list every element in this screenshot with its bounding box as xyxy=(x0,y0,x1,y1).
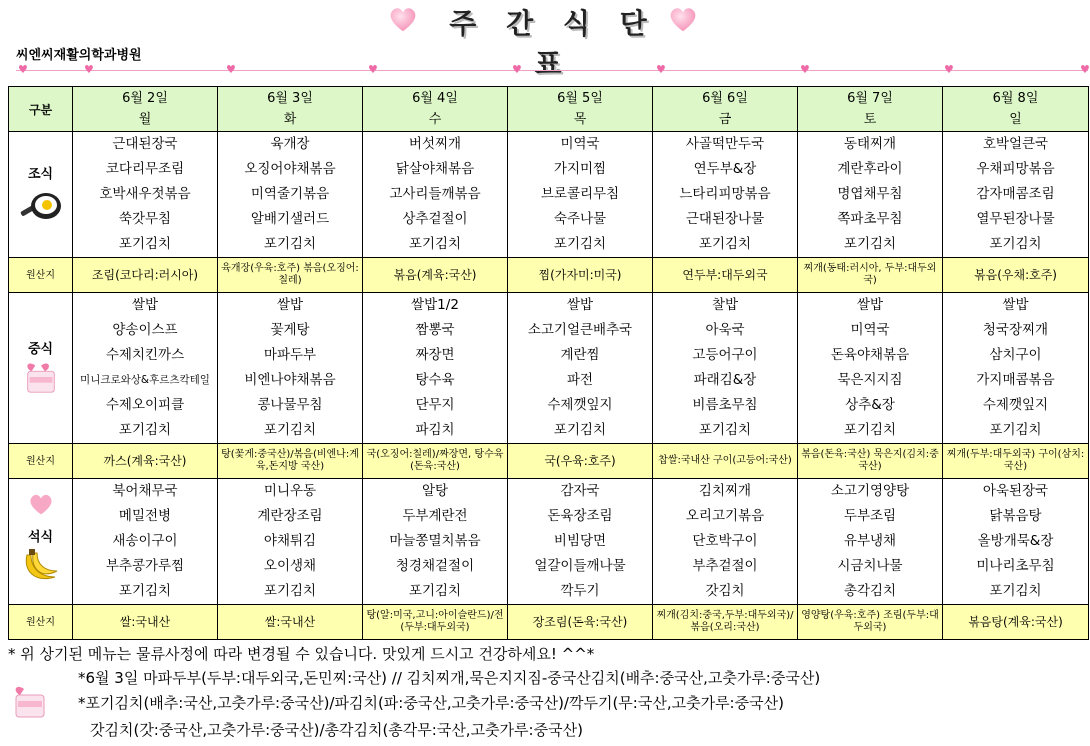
menu-item: 오리고기볶음 xyxy=(685,508,765,524)
day-header: 6월 2일 월 xyxy=(73,87,218,132)
menu-item: 닭볶음탕 xyxy=(989,508,1042,524)
origin-row xyxy=(9,605,1089,640)
menu-item: 계란후라이 xyxy=(837,161,903,177)
origin-label: 원산지 xyxy=(9,605,73,640)
day-header: 6월 8일 일 xyxy=(943,87,1089,132)
menu-item: 호박얼큰국 xyxy=(982,136,1049,152)
origin-cell: 탕(알:미국,고니:아이슬란드)/전(두부:대두외국) xyxy=(363,605,508,640)
menu-item: 단무지 xyxy=(415,397,455,413)
origin-cell: 볶음(돈육:국산) 묵은지(김치:중국산) xyxy=(798,444,943,479)
origin-cell: 까스(계육:국산) xyxy=(73,444,218,479)
menu-item: 콩나물무침 xyxy=(257,397,323,413)
origin-cell: 찜(가자미:미국) xyxy=(508,258,653,293)
gift-bag-icon xyxy=(10,683,50,719)
menu-item: 비름초무침 xyxy=(692,397,758,413)
origin-cell: 찹쌀:국내산 구이(고등어:국산) xyxy=(653,444,798,479)
meal-cell xyxy=(218,479,363,605)
meal-cell xyxy=(73,293,218,444)
meal-cell xyxy=(653,293,798,444)
menu-item: 파래김&장 xyxy=(693,372,757,388)
meal-cell xyxy=(508,293,653,444)
menu-item: 상추&장 xyxy=(845,397,895,413)
meal-cell xyxy=(798,293,943,444)
menu-item: 브로콜리무침 xyxy=(540,186,620,202)
menu-item: 미역줄기볶음 xyxy=(250,186,330,202)
menu-item: 동태찌개 xyxy=(843,136,897,152)
fried-egg-pan-icon xyxy=(9,184,72,226)
origin-cell: 영양탕(우육:호주) 조림(두부:대두외국) xyxy=(798,605,943,640)
meal-label-cell xyxy=(9,293,73,444)
menu-item: 고등어구이 xyxy=(692,347,758,363)
menu-item: 육개장 xyxy=(270,136,310,152)
menu-item: 총각김치 xyxy=(843,583,897,599)
meal-cell xyxy=(798,479,943,605)
meal-cell xyxy=(73,132,218,258)
menu-item: 명엽채무침 xyxy=(837,186,903,202)
menu-item: 꽃게탕 xyxy=(270,322,310,338)
day-header: 6월 5일 목 xyxy=(508,87,653,132)
menu-item: 단호박구이 xyxy=(692,533,758,549)
origin-cell: 조림(코다리:러시아) xyxy=(73,258,218,293)
menu-item: 쌀밥 xyxy=(1002,297,1029,313)
hospital-name: 씨엔씨재활의학과병원 xyxy=(16,48,142,63)
origin-cell: 연두부:대두외국 xyxy=(653,258,798,293)
menu-item: 야채튀김 xyxy=(263,533,317,549)
header-row xyxy=(9,87,1089,132)
menu-item: 수제깻잎지 xyxy=(982,397,1049,413)
origin-row xyxy=(9,444,1089,479)
day-header: 6월 6일 금 xyxy=(653,87,798,132)
menu-item: 두부계란전 xyxy=(402,508,468,524)
menu-item: 올방개묵&장 xyxy=(977,533,1054,549)
menu-item: 우채피망볶음 xyxy=(976,161,1055,177)
origin-cell: 탕(꽃게:중국산)/볶음(비엔나:계육,돈지방 국산) xyxy=(218,444,363,479)
page-title: 주 간 식 단 표 xyxy=(449,7,657,80)
menu-item: 아욱국 xyxy=(705,322,745,338)
note-line: *6월 3일 마파두부(두부:대두외국,돈민찌:국산) // 김치찌개,묵은지지짐-중국산김치(배추:중국산,고춧가루:중국산) xyxy=(78,669,821,687)
meal-cell xyxy=(943,132,1089,258)
menu-item: 미니크로와상&후르츠칵테일 xyxy=(80,374,210,386)
menu-item: 포기김치 xyxy=(118,236,172,252)
menu-item: 닭살야채볶음 xyxy=(395,161,475,177)
small-heart-icon: ♥ xyxy=(944,63,954,76)
menu-item: 돈육야채볶음 xyxy=(830,347,910,363)
menu-item: 북어채무국 xyxy=(112,483,178,499)
menu-item: 근대된장국 xyxy=(112,136,178,152)
meal-cell xyxy=(73,479,218,605)
menu-item: 포기김치 xyxy=(263,583,317,599)
small-heart-icon: ♥ xyxy=(368,63,378,76)
small-heart-icon: ♥ xyxy=(226,63,236,76)
menu-item: 청경채겉절이 xyxy=(395,558,475,574)
menu-item: 가지미찜 xyxy=(553,161,607,177)
origin-cell: 장조림(돈육:국산) xyxy=(508,605,653,640)
meal-row xyxy=(9,293,1089,444)
meal-cell xyxy=(363,479,508,605)
heart-icon xyxy=(388,4,418,34)
menu-item: 깍두기 xyxy=(560,583,600,599)
menu-item: 포기김치 xyxy=(408,583,462,599)
menu-item: 계란장조림 xyxy=(257,508,323,524)
meal-cell xyxy=(218,132,363,258)
menu-item: 포기김치 xyxy=(553,236,607,252)
meal-row xyxy=(9,479,1089,605)
menu-item: 열무된장나물 xyxy=(976,211,1055,227)
meal-label: 중식 xyxy=(27,341,54,357)
menu-item: 쪽파초무침 xyxy=(837,211,903,227)
menu-item: 수제오이피클 xyxy=(105,397,185,413)
origin-cell: 찌개(두부:대두외국) 구이(삼치:국산) xyxy=(943,444,1089,479)
menu-item: 오징어야채볶음 xyxy=(244,161,336,177)
menu-item: 포기김치 xyxy=(118,583,172,599)
menu-item: 소고기영양탕 xyxy=(830,483,910,499)
menu-item: 감자국 xyxy=(560,483,600,499)
note-line: * 위 상기된 메뉴는 물류사정에 따라 변경될 수 있습니다. 맛있게 드시고 건강하세요! ^^* xyxy=(8,645,595,663)
meal-cell xyxy=(363,132,508,258)
menu-item: 마늘쫑멸치볶음 xyxy=(389,533,481,549)
origin-label: 원산지 xyxy=(9,258,73,293)
meal-label: 석식 xyxy=(27,530,54,545)
menu-item: 숙주나물 xyxy=(553,211,607,227)
gift-bag-icon xyxy=(9,359,72,399)
menu-item: 시금치나물 xyxy=(837,558,903,574)
note-line: *포기김치(배추:국산,고춧가루:중국산)/파김치(파:중국산,고춧가루:중국산)/깍두기(무:국산,고춧가루:중국산) xyxy=(78,694,784,712)
meal-label-cell xyxy=(9,132,73,258)
meal-cell xyxy=(653,132,798,258)
menu-item: 계란찜 xyxy=(560,347,600,363)
origin-cell: 쌀:국내산 xyxy=(218,605,363,640)
menu-item: 아욱된장국 xyxy=(982,483,1049,499)
menu-item: 미나리초무침 xyxy=(976,558,1055,574)
menu-item: 느타리피망볶음 xyxy=(679,186,771,202)
menu-item: 호박새우젓볶음 xyxy=(99,186,191,202)
menu-item: 청국장찌개 xyxy=(982,322,1049,338)
menu-item: 갓김치 xyxy=(705,583,745,599)
menu-item: 알탕 xyxy=(421,483,449,499)
menu-item: 쌀밥1/2 xyxy=(411,297,459,313)
meal-cell xyxy=(363,293,508,444)
menu-item: 메밀전병 xyxy=(118,508,172,524)
menu-item: 쌀밥 xyxy=(276,297,304,313)
menu-item: 유부냉채 xyxy=(843,533,897,549)
menu-item: 양송이스프 xyxy=(112,322,178,338)
menu-item: 쌀밥 xyxy=(131,297,159,313)
menu-item: 미역국 xyxy=(560,136,600,152)
menu-item: 포기김치 xyxy=(698,422,752,438)
small-heart-icon: ♥ xyxy=(18,63,28,76)
menu-table xyxy=(8,86,1089,640)
menu-item: 파전 xyxy=(566,372,594,388)
origin-cell: 쌀:국내산 xyxy=(73,605,218,640)
origin-cell: 찌개(김치:중국,두부:대두외국)/볶음(오리:국산) xyxy=(653,605,798,640)
day-header: 6월 3일 화 xyxy=(218,87,363,132)
menu-item: 김치찌개 xyxy=(698,483,752,499)
meal-cell xyxy=(508,479,653,605)
origin-cell: 국(우육:호주) xyxy=(508,444,653,479)
meal-cell xyxy=(943,479,1089,605)
menu-item: 포기김치 xyxy=(263,236,317,252)
origin-cell: 볶음(계육:국산) xyxy=(363,258,508,293)
day-header: 6월 4일 수 xyxy=(363,87,508,132)
menu-item: 새송이구이 xyxy=(112,533,178,549)
menu-item: 포기김치 xyxy=(989,583,1042,599)
menu-item: 포기김치 xyxy=(553,422,607,438)
menu-item: 부추콩가루찜 xyxy=(105,558,185,574)
header-label: 구분 xyxy=(9,87,73,132)
menu-item: 파김치 xyxy=(415,422,455,438)
meal-row xyxy=(9,132,1089,258)
origin-cell: 찌개(동태:러시아, 두부:대두외국) xyxy=(798,258,943,293)
menu-item: 상추겉절이 xyxy=(402,211,468,227)
small-heart-icon: ♥ xyxy=(84,63,94,76)
menu-item: 쑥갓무침 xyxy=(118,211,172,227)
menu-item: 수제치킨까스 xyxy=(105,347,185,363)
menu-item: 쌀밥 xyxy=(856,297,884,313)
origin-cell: 육개장(우육:호주) 볶음(오징어:칠레) xyxy=(218,258,363,293)
menu-item: 포기김치 xyxy=(118,422,172,438)
menu-item: 연두부&장 xyxy=(693,161,757,177)
menu-item: 미역국 xyxy=(850,322,890,338)
menu-item: 비빔당면 xyxy=(553,533,607,549)
menu-item: 짬뽕국 xyxy=(415,322,455,338)
menu-item: 포기김치 xyxy=(989,422,1042,438)
meal-cell xyxy=(653,479,798,605)
menu-item: 수제깻잎지 xyxy=(547,397,613,413)
menu-item: 탕수육 xyxy=(415,372,455,388)
menu-item: 포기김치 xyxy=(843,236,897,252)
origin-row xyxy=(9,258,1089,293)
menu-item: 버섯찌개 xyxy=(408,136,462,152)
menu-item: 찰밥 xyxy=(711,297,739,313)
menu-item: 사골떡만두국 xyxy=(685,136,765,152)
meal-cell xyxy=(508,132,653,258)
menu-item: 부추겉절이 xyxy=(692,558,758,574)
menu-item: 가지매콤볶음 xyxy=(976,372,1055,388)
origin-label: 원산지 xyxy=(9,444,73,479)
meal-cell xyxy=(218,293,363,444)
meal-cell xyxy=(798,132,943,258)
heart-icon xyxy=(668,4,698,34)
menu-item: 마파두부 xyxy=(263,347,317,363)
menu-item: 삼치구이 xyxy=(989,347,1042,363)
menu-item: 미니우동 xyxy=(263,483,317,499)
menu-item: 근대된장나물 xyxy=(685,211,765,227)
menu-item: 얼갈이들깨나물 xyxy=(534,558,626,574)
menu-item: 포기김치 xyxy=(408,236,462,252)
menu-item: 두부조림 xyxy=(843,508,897,524)
menu-item: 소고기얼큰배추국 xyxy=(527,322,633,338)
menu-item: 포기김치 xyxy=(989,236,1042,252)
origin-cell: 볶음(우채:호주) xyxy=(943,258,1089,293)
menu-item: 묵은지지짐 xyxy=(837,372,903,388)
banana-icon xyxy=(9,547,72,591)
small-heart-icon: ♥ xyxy=(512,63,522,76)
menu-item: 포기김치 xyxy=(698,236,752,252)
day-header: 6월 7일 토 xyxy=(798,87,943,132)
menu-item: 감자매콤조림 xyxy=(976,186,1055,202)
meal-label: 조식 xyxy=(27,167,54,182)
small-heart-icon: ♥ xyxy=(1080,63,1090,76)
menu-item: 돈육장조림 xyxy=(547,508,613,524)
heart-divider xyxy=(0,60,1088,80)
menu-item: 포기김치 xyxy=(843,422,897,438)
menu-item: 포기김치 xyxy=(263,422,317,438)
menu-item: 오이생채 xyxy=(263,558,317,574)
origin-cell: 볶음탕(계육:국산) xyxy=(943,605,1089,640)
heart-icon xyxy=(28,492,54,516)
menu-item: 알배기샐러드 xyxy=(250,211,330,227)
menu-item: 쌀밥 xyxy=(566,297,594,313)
small-heart-icon: ♥ xyxy=(656,63,666,76)
menu-item: 코다리무조림 xyxy=(105,161,185,177)
menu-item: 고사리들깨볶음 xyxy=(389,186,481,202)
menu-item: 비엔나야채볶음 xyxy=(244,372,336,388)
note-line: 갓김치(갓:중국산,고춧가루:중국산)/총각김치(총각무:국산,고춧가루:중국산) xyxy=(90,721,583,739)
meal-cell xyxy=(943,293,1089,444)
small-heart-icon: ♥ xyxy=(800,63,810,76)
meal-label-cell xyxy=(9,479,73,605)
origin-cell: 국(오징어:칠레)/짜장면, 탕수육(돈육:국산) xyxy=(363,444,508,479)
menu-item: 짜장면 xyxy=(415,347,455,363)
